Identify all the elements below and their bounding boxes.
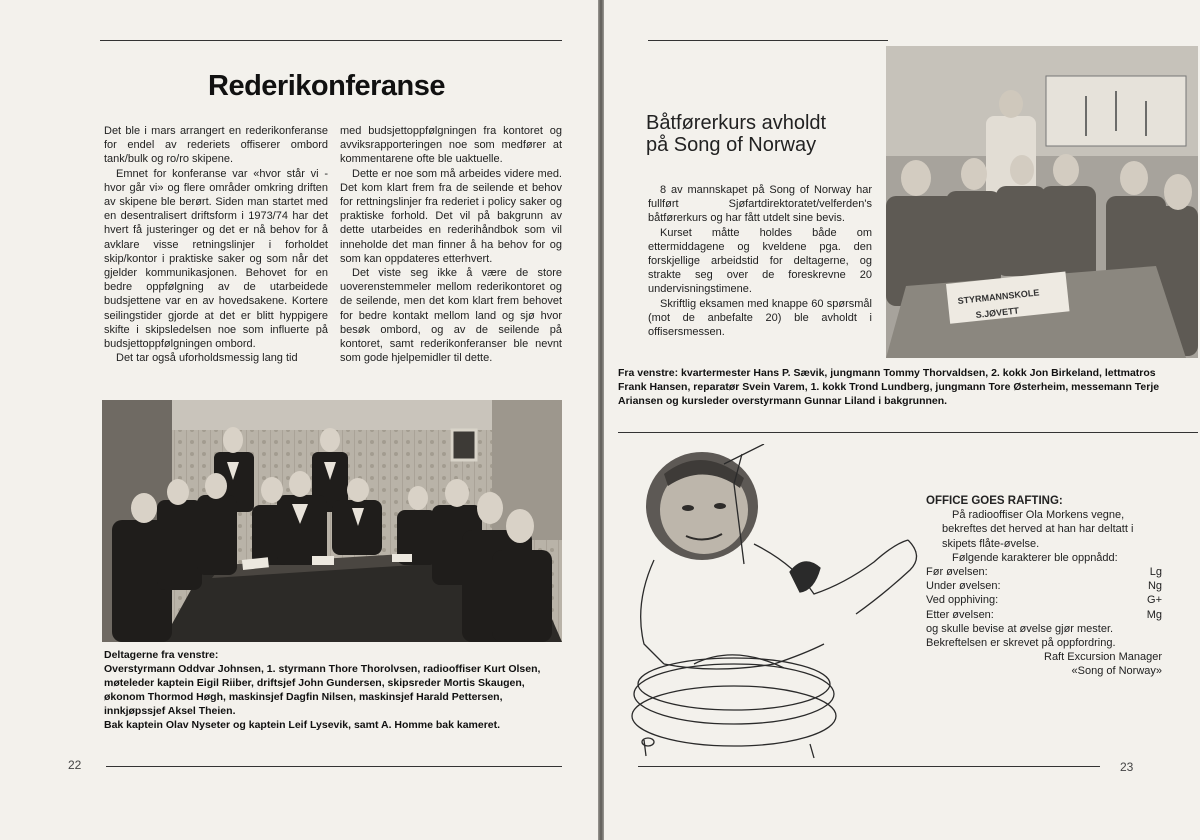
top-rule xyxy=(100,40,562,41)
grade-label: Ved opphiving: xyxy=(926,594,999,607)
grade-row xyxy=(926,608,1162,622)
caption-heading: Deltagerne fra venstre: xyxy=(104,649,219,661)
caption-names: Overstyrmann Oddvar Johnsen, 1. styrmann Thore Thorolvsen, radiooffiser Kurt Olsen, møteleder kaptein Eigil Riiber, driftsjef John Gundersen, skipsreder Mortis Skaugen, økonom Thormod Høgh, maskinsjef Dagfin Nilsen, maskinsjef Harald Pettersen, innkjøpssjef Aksel Theien. xyxy=(104,663,541,717)
bottom-rule xyxy=(638,766,1100,767)
article-body xyxy=(648,183,872,339)
rafting-closing-2: Bekreftelsen er skrevet på oppfordring. xyxy=(926,637,1116,650)
page-number: 23 xyxy=(1120,760,1134,774)
paragraph: 8 av mannskapet på Song of Norway har fullført Sjøfartdirektoratet/velferden's båtførerkurs og har fått utdelt sine bevis. xyxy=(648,184,872,225)
grade-row xyxy=(926,593,1162,607)
grade-value: Lg xyxy=(1149,566,1162,579)
rafting-signature-1: Raft Excursion Manager xyxy=(1044,651,1162,664)
conference-photo xyxy=(102,400,562,642)
paragraph: Det viste seg ikke å være de store uoverenstemmeler mellom rederikontoret og de seilende, men det kom klart frem behovet for bedre kontakt mellom land og sjø hvor besøk ombord, og av de seilende på kontoret, samt rederikonferanser ble nevnt som gode hjelpemidler til dette. xyxy=(340,267,562,365)
rafting-signature-2: «Song of Norway» xyxy=(1071,665,1162,678)
conference-photo-caption xyxy=(104,648,566,732)
article-title-rederikonferanse: Rederikonferanse xyxy=(208,70,445,102)
paragraph: Det tar også uforholdsmessig lang tid xyxy=(116,352,298,365)
conference-photo-image xyxy=(102,400,562,642)
bottom-rule xyxy=(106,766,562,767)
article-column-1 xyxy=(104,124,328,365)
rafting-closing-1: og skulle bevise at øvelse gjør mester. xyxy=(926,622,1114,635)
article-title-batforerkurs xyxy=(646,112,826,156)
grade-label: Før øvelsen: xyxy=(926,566,988,579)
rafting-grades-intro: Følgende karakterer ble oppnådd: xyxy=(952,551,1118,564)
right-page xyxy=(604,0,1200,840)
course-photo-image xyxy=(886,46,1198,358)
rafting-grades-list xyxy=(926,565,1162,622)
grade-row xyxy=(926,565,1162,579)
paragraph: med budsjettoppfølgningen fra kontoret og avviksrapporteringen noe som medfører at kommentarene ofte ble uaktuelle. xyxy=(340,125,562,166)
rafting-intro: På radiooffiser Ola Morkens vegne, bekreftes det herved at han har deltatt i skipets flåte-øvelse. xyxy=(942,509,1134,550)
title-line-2: på Song of Norway xyxy=(646,134,817,156)
section-rule xyxy=(618,432,1198,433)
grade-value: Mg xyxy=(1146,608,1162,621)
grade-label: Etter øvelsen: xyxy=(926,608,994,621)
grade-value: Ng xyxy=(1147,580,1162,593)
grade-value: G+ xyxy=(1147,594,1162,607)
top-rule xyxy=(648,40,888,41)
paragraph: Emnet for konferanse var «hvor står vi - hvor går vi» og flere områder omkring driften av skipene ble berørt. Siden man startet med en desentralisert driftsform i 1973/74 har det hvert få justeringer og det er nå behov for å avklare visse retningslinjer i forholdet skip/kontor i praktiske saker og som når det gjelder kommunikasjonen. Behovet for en bedre oppfølgning av de utarbeidede budsjettene var en av hovedsakene. Kortere seilingstider gjorde at det er blitt hyppigere skifte i skipsledelsen noe som influerte på budsjettoppfølgningen ombord. xyxy=(104,167,328,351)
paragraph: Skriftlig eksamen med knappe 60 spørsmål (mot de anbefalte 20) ble avholdt i offisersmessen. xyxy=(648,297,872,339)
grade-label: Under øvelsen: xyxy=(926,580,1001,593)
raft-sketch xyxy=(624,444,924,764)
raft-sketch-image xyxy=(624,444,924,764)
title-line-1: Båtførerkurs avholdt xyxy=(646,112,827,134)
article-column-2 xyxy=(340,124,562,365)
paragraph: Det ble i mars arrangert en rederikonferanse for endel av rederiets offiserer ombord tank/bulk og ro/ro skipene. xyxy=(104,125,328,166)
course-photo-caption: Fra venstre: kvartermester Hans P. Sævik, jungmann Tommy Thorvaldsen, 2. kokk Jon Birkeland, lettmatros Frank Hansen, reparatør Svein Varem, 1. kokk Trond Lundberg, jungmann Tore Østerheim, messemann Terje Ariansen og kursleder overstyrmann Gunnar Liland i bakgrunnen. xyxy=(618,367,1160,407)
caption-names-back: Bak kaptein Olav Nyseter og kaptein Leif Lysevik, samt A. Homme bak kameret. xyxy=(104,719,501,731)
page-number: 22 xyxy=(68,758,82,772)
left-page xyxy=(0,0,598,840)
paragraph: Dette er noe som må arbeides videre med. Det kom klart frem fra de seilende et behov for rettningslinjer fra rederiet i policy saker og praktiske forhold. Det vil på bakgrunn av dette utarbeides en rederihåndbok som vil inneholde det man finner å ha behov for og som kan oppdateres etterhvert. xyxy=(340,167,562,265)
photo-sign-text-1: STYRMANNSKOLE xyxy=(957,287,1040,306)
course-photo xyxy=(886,46,1198,358)
office-goes-rafting-notice xyxy=(926,494,1162,679)
paragraph: Kurset måtte holdes både om ettermiddagene og kveldene pga. den forskjellige arbeidstid for deltagerne, og strakte seg over de foreskrevne 20 undervisningstimene. xyxy=(648,226,872,296)
grade-row xyxy=(926,579,1162,593)
rafting-heading: OFFICE GOES RAFTING: xyxy=(926,495,1063,507)
photo-sign-text-2: S.JØVETT xyxy=(975,305,1020,320)
